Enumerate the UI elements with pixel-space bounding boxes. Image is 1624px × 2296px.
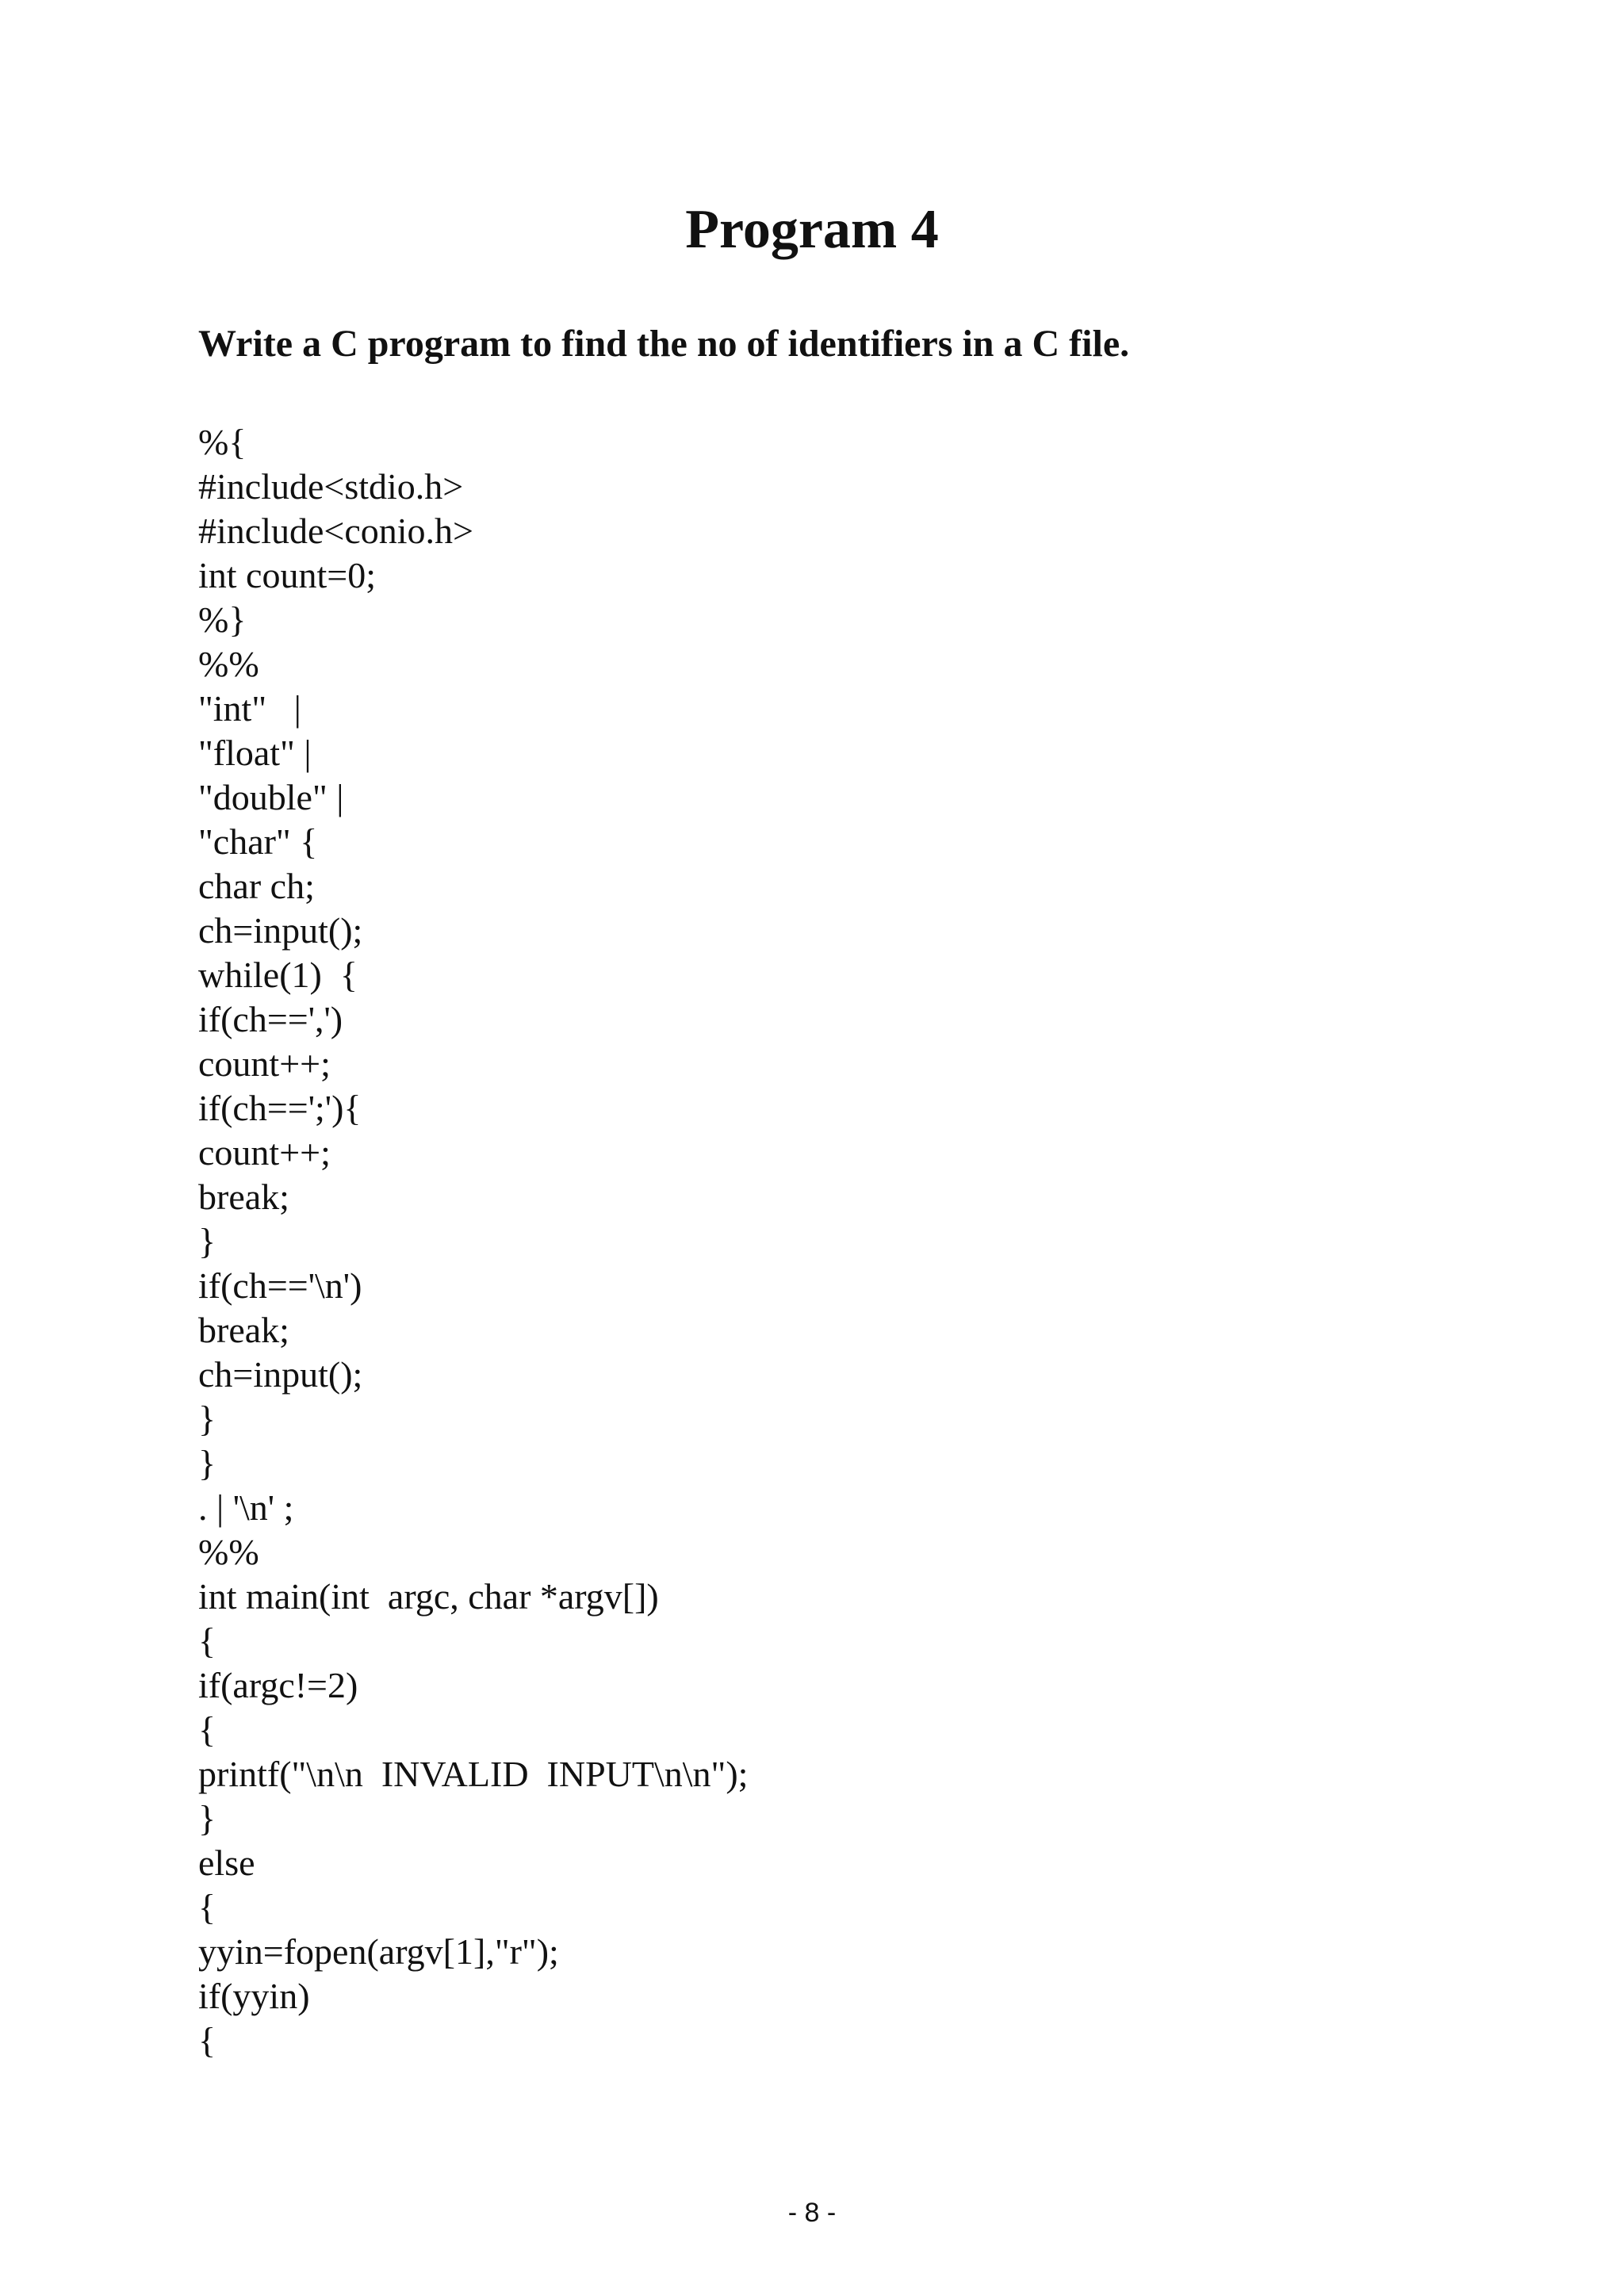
code-line: "char" {	[198, 821, 318, 862]
code-line: "float" |	[198, 733, 312, 773]
code-line: {	[198, 2020, 216, 2061]
code-line: %{	[198, 422, 247, 462]
code-listing	[198, 420, 748, 2063]
code-line: "int" |	[198, 688, 301, 729]
code-line: {	[198, 1709, 216, 1750]
code-line: count++;	[198, 1132, 331, 1173]
code-line: ch=input();	[198, 910, 363, 951]
code-line: printf("\n\n INVALID INPUT\n\n");	[198, 1754, 749, 1794]
code-line: ch=input();	[198, 1354, 363, 1395]
code-line: if(ch==';'){	[198, 1088, 362, 1128]
code-line: else	[198, 1843, 255, 1883]
code-line: }	[198, 1798, 216, 1839]
code-line: while(1) {	[198, 955, 358, 995]
code-line: int main(int argc, char *argv[])	[198, 1576, 659, 1617]
code-line: }	[198, 1399, 216, 1439]
code-line: char ch;	[198, 866, 315, 906]
code-line: if(ch=='\n')	[198, 1265, 362, 1306]
code-line: if(argc!=2)	[198, 1665, 358, 1705]
page-number: - 8 -	[787, 2198, 837, 2228]
code-line: int count=0;	[198, 555, 376, 595]
code-line: yyin=fopen(argv[1],"r");	[198, 1931, 559, 1972]
code-line: break;	[198, 1177, 289, 1217]
code-line: . | '\n' ;	[198, 1487, 294, 1528]
code-line: #include<conio.h>	[198, 511, 473, 551]
code-line: {	[198, 1887, 216, 1927]
code-line: break;	[198, 1310, 289, 1350]
code-line: }	[198, 1221, 216, 1261]
code-line: count++;	[198, 1043, 331, 1084]
code-line: if(ch==',')	[198, 999, 343, 1039]
code-line: #include<stdio.h>	[198, 466, 464, 507]
code-line: {	[198, 1621, 216, 1661]
code-line: if(yyin)	[198, 1976, 310, 2016]
page-title: Program 4	[685, 199, 939, 260]
code-line: %%	[198, 644, 259, 684]
code-line: %}	[198, 599, 247, 640]
code-line: "double" |	[198, 777, 344, 817]
code-line: %%	[198, 1532, 259, 1572]
question-text: Write a C program to find the no of identifiers in a C file.	[198, 323, 1130, 365]
code-line: }	[198, 1443, 216, 1483]
